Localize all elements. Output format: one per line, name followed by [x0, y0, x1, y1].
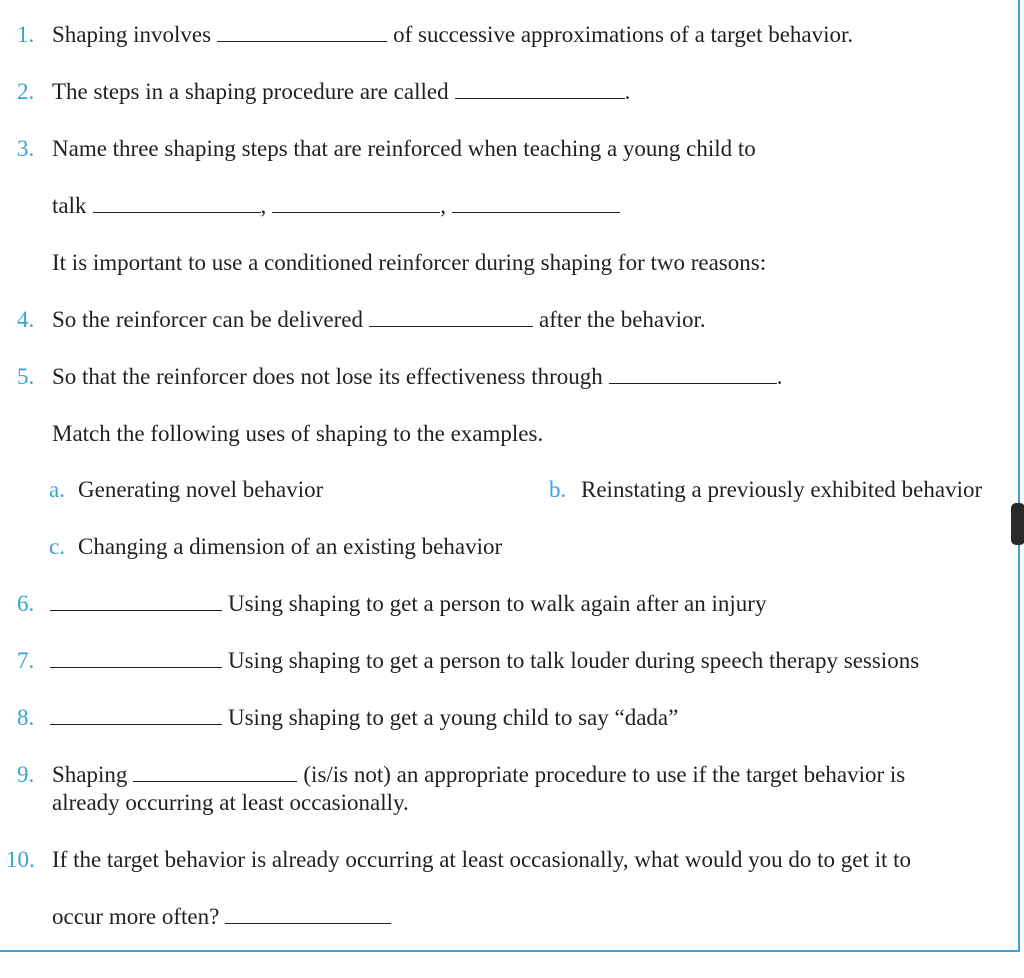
question-text: So the reinforcer can be delivered	[52, 307, 363, 332]
question-number: 4.	[17, 307, 35, 332]
answer-blank[interactable]	[217, 40, 387, 42]
question-text-end: of successive approximations of a target behavior.	[393, 22, 854, 47]
answer-blank-1[interactable]	[93, 211, 261, 213]
question-text: Shaping	[52, 762, 128, 787]
question-text-end: (is/is not) an appropriate procedure to use if the target behavior is	[303, 762, 906, 787]
question-number: 7.	[17, 648, 35, 673]
option-text: Reinstating a previously exhibited behavior	[581, 477, 983, 502]
question-number: 2.	[17, 79, 35, 104]
answer-blank[interactable]	[133, 780, 297, 782]
question-number: 3.	[17, 136, 35, 161]
answer-blank-3[interactable]	[452, 211, 620, 213]
question-text: Shaping involves	[52, 22, 212, 47]
answer-blank[interactable]	[50, 723, 222, 725]
question-text-end: .	[624, 79, 631, 104]
question-text: Using shaping to get a person to walk again after an injury	[228, 591, 767, 616]
question-text-end: after the behavior.	[538, 307, 706, 332]
question-number: 6.	[17, 591, 35, 616]
question-text: Using shaping to get a person to talk louder during speech therapy sessions	[228, 648, 920, 673]
question-number: 8.	[17, 705, 35, 730]
option-letter: c.	[49, 534, 65, 559]
question-text: Using shaping to get a young child to say “dada”	[228, 705, 679, 730]
answer-blank[interactable]	[455, 97, 625, 99]
answer-blank-2[interactable]	[272, 211, 440, 213]
question-text-cont: already occurring at least occasionally.	[52, 790, 409, 815]
scroll-handle[interactable]	[1011, 503, 1024, 545]
answer-blank[interactable]	[369, 325, 533, 327]
question-number: 10.	[6, 847, 35, 872]
question-text: Name three shaping steps that are reinforced when teaching a young child to	[52, 136, 756, 161]
question-text: The steps in a shaping procedure are called	[52, 79, 449, 104]
question-number: 5.	[17, 364, 35, 389]
question-text-end: .	[776, 364, 783, 389]
answer-blank[interactable]	[50, 609, 222, 611]
question-text-cont: talk	[52, 193, 87, 218]
answer-blank[interactable]	[50, 666, 222, 668]
option-letter: b.	[549, 477, 567, 502]
question-number: 9.	[17, 762, 35, 787]
separator: ,	[440, 193, 446, 218]
question-text-cont: occur more often?	[52, 904, 220, 929]
option-letter: a.	[49, 477, 65, 502]
question-text: So that the reinforcer does not lose its effectiveness through	[52, 364, 603, 389]
option-text: Changing a dimension of an existing behavior	[78, 534, 503, 559]
answer-blank[interactable]	[225, 922, 391, 924]
separator: ,	[260, 193, 267, 218]
question-number: 1.	[17, 22, 35, 47]
answer-blank[interactable]	[609, 382, 777, 384]
question-text: If the target behavior is already occurring at least occasionally, what would you do to get it to	[52, 847, 912, 872]
option-text: Generating novel behavior	[78, 477, 324, 502]
section-intro-match: Match the following uses of shaping to the examples.	[52, 421, 544, 446]
section-intro-conditioned: It is important to use a conditioned reinforcer during shaping for two reasons:	[52, 250, 767, 275]
